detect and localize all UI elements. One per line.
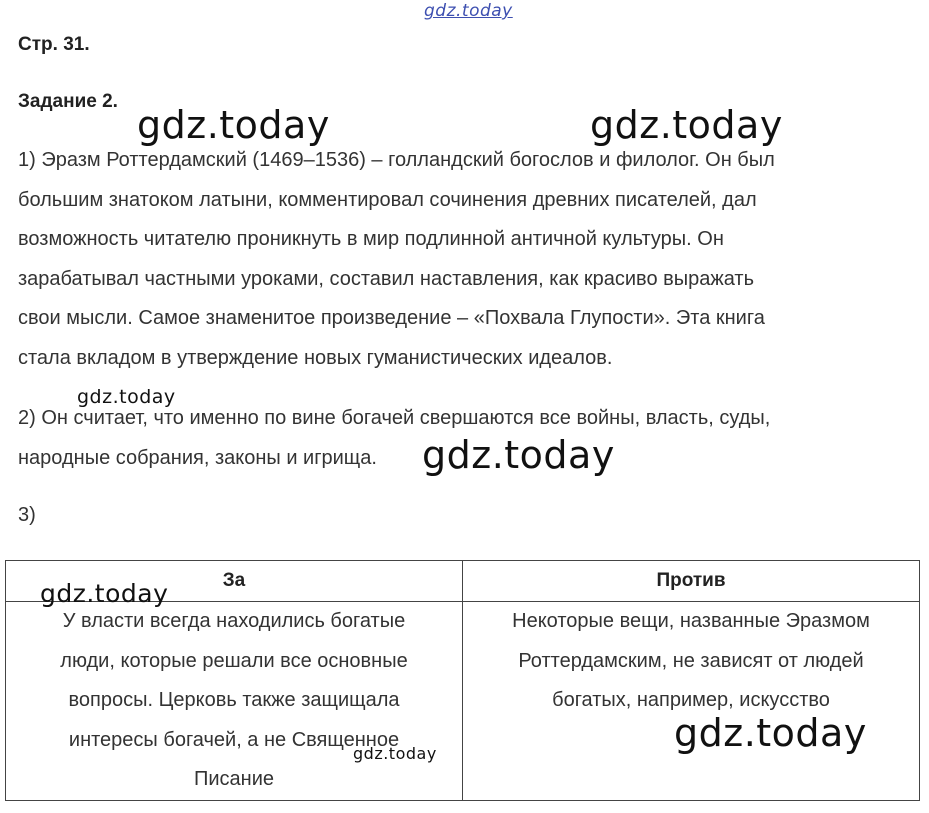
top-watermark: gdz.today: [424, 1, 513, 21]
page-reference: Стр. 31.: [18, 34, 90, 55]
watermark-answer-2-small: gdz.today: [77, 386, 176, 408]
answer-2-line: народные собрания, законы и игрища.: [18, 446, 377, 469]
watermark-heading-right: gdz.today: [590, 103, 783, 147]
cell-pro: [6, 602, 463, 801]
header-pro: За: [6, 561, 463, 602]
answer-1-line: зарабатывал частными уроками, составил наставления, как красиво выражать: [18, 267, 755, 290]
pro-line: Писание: [193, 768, 274, 790]
task-title: Задание 2.: [18, 91, 118, 112]
watermark-answer-2-large: gdz.today: [422, 433, 615, 477]
answer-2-line: 2) Он считает, что именно по вине богачей свершаются все войны, власть, суды,: [18, 407, 771, 429]
con-line: Некоторые вещи, названные Эразмом: [512, 610, 870, 632]
header-con: Против: [463, 561, 920, 602]
pro-line: интересы богачей, а не Священное: [68, 728, 400, 751]
watermark-table-right: gdz.today: [674, 711, 867, 755]
watermark-table-small: gdz.today: [353, 744, 437, 763]
table-row: [6, 602, 920, 801]
answer-1-line: стала вкладом в утверждение новых гуманистических идеалов.: [18, 346, 613, 369]
answer-1-line: возможность читателю проникнуть в мир подлинной античной культуры. Он: [18, 228, 724, 250]
answer-1-line: большим знатоком латыни, комментировал сочинения древних писателей, дал: [18, 188, 757, 211]
watermark-heading-left: gdz.today: [137, 103, 330, 147]
answer-3-label: 3): [18, 504, 36, 526]
pro-line: люди, которые решали все основные: [60, 649, 408, 672]
pro-line: вопросы. Церковь также защищала: [68, 689, 400, 711]
watermark-table-left: gdz.today: [40, 579, 169, 608]
answer-1-line: свои мысли. Самое знаменитое произведение – «Похвала Глупости». Эта книга: [18, 307, 765, 329]
con-line: Роттердамским, не зависят от людей: [518, 649, 864, 672]
answer-2-paragraph: [18, 399, 770, 478]
pro-line: У власти всегда находились богатые: [62, 610, 406, 632]
cell-con: [463, 602, 920, 801]
answer-1-paragraph: [18, 141, 775, 378]
answer-1-line: 1) Эразм Роттердамский (1469–1536) – голландский богослов и филолог. Он был: [18, 149, 775, 171]
con-line: богатых, например, искусство: [552, 689, 830, 711]
